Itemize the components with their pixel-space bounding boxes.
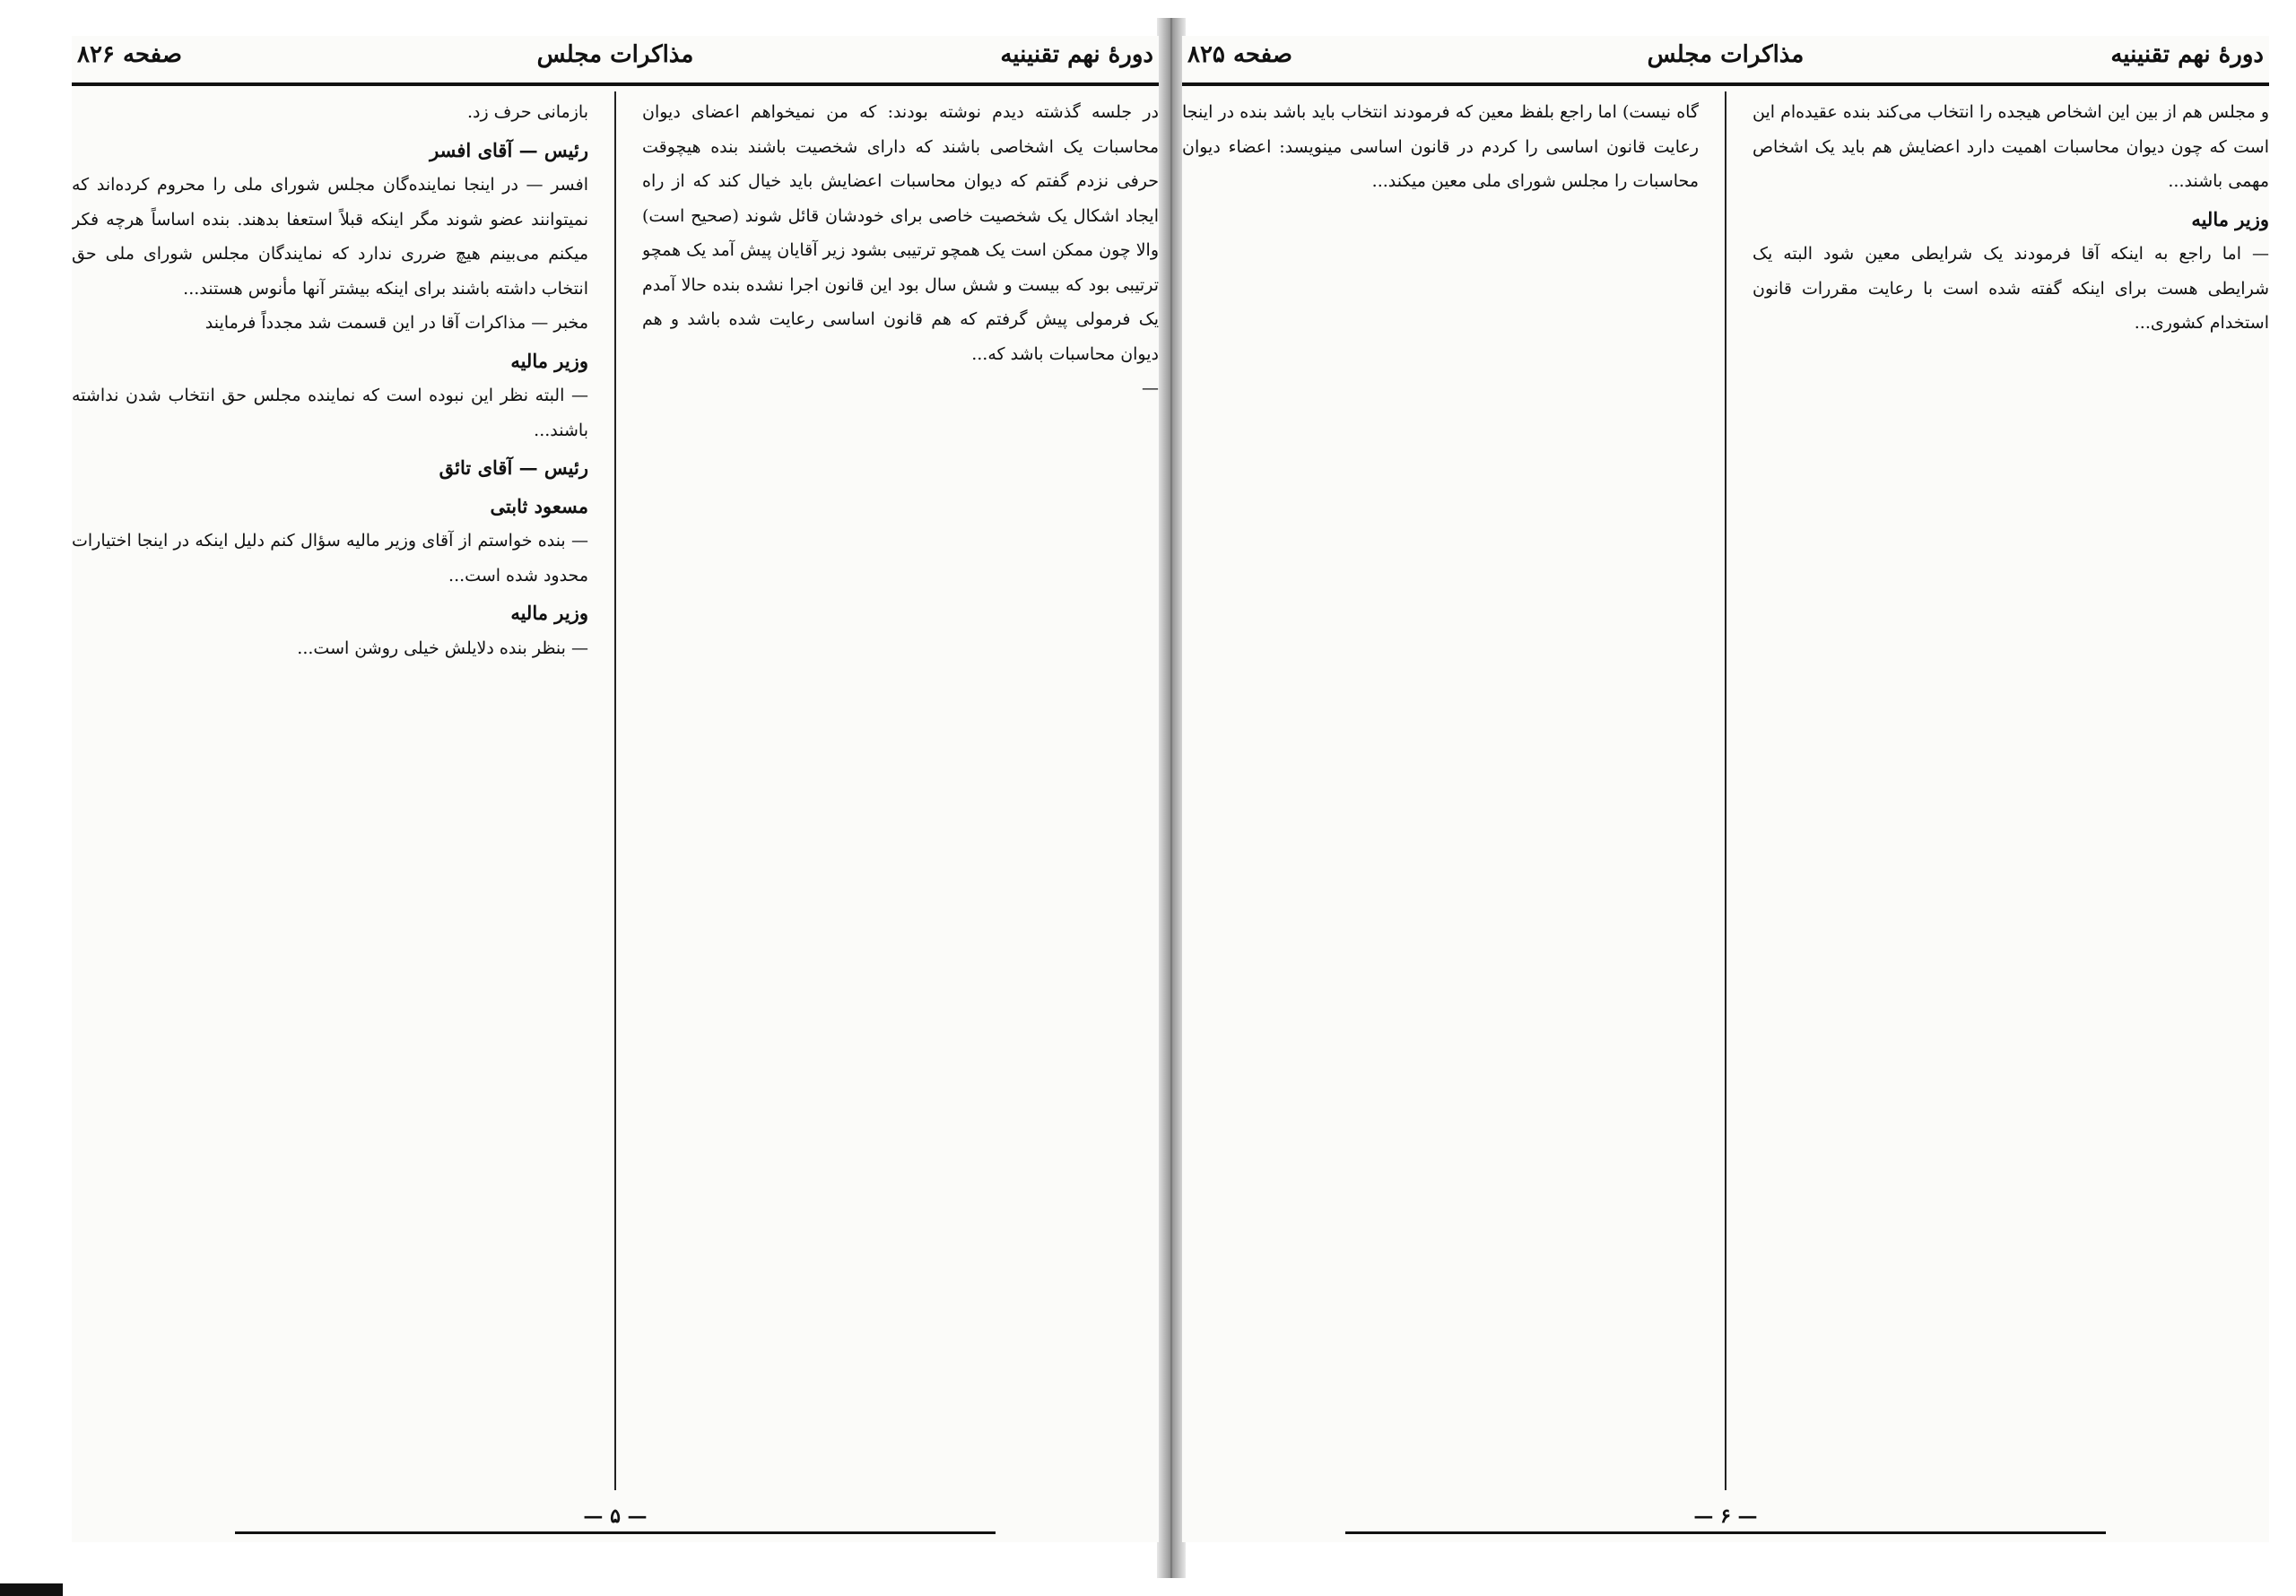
left-page-footer <box>72 1505 1159 1540</box>
page-number-label: صفحه ۸۲۶ <box>77 41 182 68</box>
session-label: دورهٔ نهم تقنینیه <box>1000 41 1153 68</box>
left-page-header <box>72 36 1159 86</box>
speaker-heading: مسعود ثابتی <box>490 494 588 517</box>
paragraph: بازمانی حرف زد. <box>466 102 588 122</box>
speaker-heading: وزیر مالیه <box>2191 207 2269 230</box>
speaker-heading: وزیر مالیه <box>510 602 588 624</box>
footer-page-number: — ۵ — <box>570 1505 659 1528</box>
right-page-header <box>1182 36 2269 86</box>
paragraph: افسر — در اینجا نماینده‌گان مجلس شورای ملی را محروم کرده‌اند که نمیتوانند عضو شوند مگر اینکه قبلاً استعفا بدهند. بنده اساساً هرچه فکر میکنم می‌بینم هیچ ضرری ندارد که نمایندگان مجلس شورای ملی حق انتخاب داشته باشند برای اینکه بیشتر آنها مأنوس هستند... <box>72 175 588 299</box>
paragraph: — بنده خواستم از آقای وزیر مالیه سؤال کنم دلیل اینکه در اینجا اختیارات محدود شده است... <box>72 531 588 585</box>
paragraph: گاه نیست) اما راجع بلفظ معین که فرمودند انتخاب باید باشد بنده در اینجا رعایت قانون اساسی را کردم در قانون اساسی مینویسد: اعضاء دیوان محاسبات را مجلس شورای ملی معین میکند... <box>1182 102 1699 191</box>
paragraph: — البته نظر این نبوده است که نماینده مجلس حق انتخاب شدن نداشته باشند... <box>72 386 588 440</box>
speaker-heading: رئیس — آقای افسر <box>430 138 588 161</box>
footer-page-number: — ۶ — <box>1681 1505 1770 1528</box>
publication-title: مذاکرات مجلس <box>1647 41 1805 68</box>
speaker-heading: رئیس — آقای تائق <box>439 456 588 479</box>
publication-title: مذاکرات مجلس <box>536 41 694 68</box>
page-number-label: صفحه ۸۲۵ <box>1187 41 1292 68</box>
column-divider <box>1725 91 1726 1490</box>
right-page-column-right <box>1752 95 2269 1499</box>
column-divider <box>614 91 616 1490</box>
scan-edge-mark <box>0 1583 63 1596</box>
footer-rule <box>235 1531 996 1534</box>
right-page <box>1182 36 2269 1542</box>
left-page-column-left <box>72 95 588 1499</box>
paragraph: — <box>1142 378 1159 398</box>
left-page <box>72 36 1159 1542</box>
paragraph: در جلسه گذشته دیدم نوشته بودند: که من نمیخواهم اعضای دیوان محاسبات یک اشخاصی باشند که دارای شخصیت باشند بنده هیچوقت حرفی نزدم گفتم که دیوان محاسبات اعضایش باید خیال کند که از راه ایجاد اشکال یک شخصیت خاصی برای خودشان قائل شوند (صحیح است) والا چون ممکن است یک همچو ترتیبی بشود زیر آقایان پیش آمد یک همچو ترتیبی بود که بیست و شش سال بود این قانون اجرا نشده بنده حالا آمدم یک فرمولی پیش گرفتم که هم قانون اساسی رعایت شده باشد و هم دیوان محاسبات باشد که... <box>642 102 1159 364</box>
left-page-column-right <box>642 95 1159 1499</box>
right-page-footer <box>1182 1505 2269 1540</box>
paragraph: — اما راجع به اینکه آقا فرمودند یک شرایطی معین شود البته یک شرایطی هست برای اینکه گفته شده است با رعایت مقررات قانون استخدام کشوری... <box>1752 244 2269 333</box>
right-page-column-left <box>1182 95 1699 1499</box>
session-label: دورهٔ نهم تقنینیه <box>2110 41 2264 68</box>
paragraph: و مجلس هم از بین این اشخاص هیجده را انتخاب می‌کند بنده عقیده‌ام این است که چون دیوان محاسبات اهمیت دارد اعضایش هم باید یک اشخاص مهمی باشند... <box>1752 102 2269 191</box>
paragraph: — بنظر بنده دلایلش خیلی روشن است... <box>297 638 588 658</box>
speaker-heading: وزیر مالیه <box>510 349 588 372</box>
footer-rule <box>1345 1531 2106 1534</box>
paragraph: مخبر — مذاکرات آقا در این قسمت شد مجدداً فرمایند <box>204 313 588 333</box>
